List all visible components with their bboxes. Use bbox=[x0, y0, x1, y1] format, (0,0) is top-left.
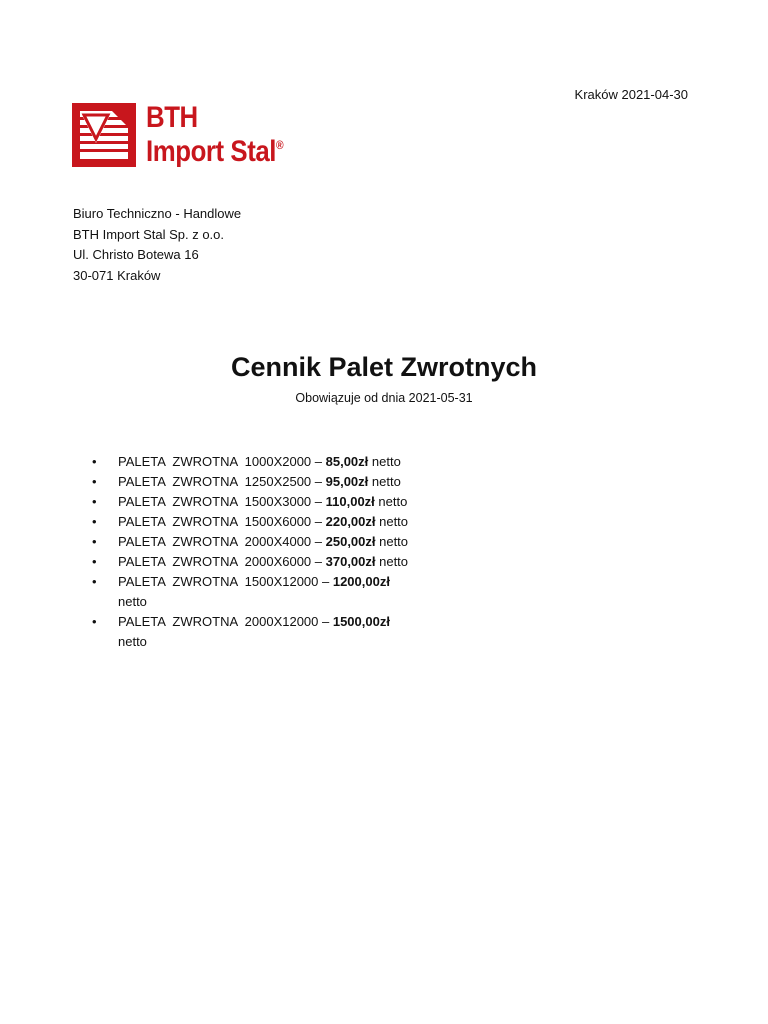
pallet-name: PALETA ZWROTNA 1500X6000 – bbox=[118, 514, 326, 529]
price-suffix: netto bbox=[368, 454, 401, 469]
bullet-icon: • bbox=[92, 514, 97, 529]
pallet-name: PALETA ZWROTNA 1000X2000 – bbox=[118, 454, 326, 469]
pallet-price: 1500,00zł bbox=[332, 614, 390, 629]
document-title: Cennik Palet Zwrotnych bbox=[230, 352, 538, 382]
registered-mark: ® bbox=[276, 138, 284, 152]
pallet-name: PALETA ZWROTNA 1250X2500 – bbox=[118, 474, 326, 489]
list-item bbox=[92, 532, 422, 552]
pallet-price: 110,00zł bbox=[325, 494, 375, 509]
price-suffix: netto bbox=[368, 474, 401, 489]
pallet-name: PALETA ZWROTNA 2000X4000 – bbox=[118, 534, 326, 549]
logo-line-import-stal bbox=[146, 137, 283, 167]
price-suffix: netto bbox=[118, 634, 147, 649]
price-suffix: netto bbox=[375, 554, 409, 569]
list-item bbox=[92, 472, 422, 492]
pallet-name: PALETA ZWROTNA 1500X3000 – bbox=[118, 494, 326, 509]
bullet-icon: • bbox=[92, 474, 97, 489]
pallet-price: 250,00zł bbox=[325, 534, 376, 549]
pallet-name: PALETA ZWROTNA 1500X12000 – bbox=[118, 574, 333, 589]
bth-logo-mark-icon bbox=[72, 103, 136, 167]
list-item bbox=[92, 492, 422, 512]
pallet-price: 370,00zł bbox=[325, 554, 376, 569]
price-suffix: netto bbox=[375, 514, 409, 529]
pallet-price: 95,00zł bbox=[325, 474, 369, 489]
price-suffix: netto bbox=[375, 534, 409, 549]
bullet-icon: • bbox=[92, 454, 97, 469]
address-line: Biuro Techniczno - Handlowe bbox=[73, 206, 242, 221]
bullet-icon: • bbox=[92, 554, 97, 569]
company-logo bbox=[72, 103, 312, 175]
pallet-name: PALETA ZWROTNA 2000X12000 – bbox=[118, 614, 333, 629]
list-item bbox=[92, 452, 422, 472]
bullet-icon: • bbox=[92, 614, 97, 629]
pallet-price: 85,00zł bbox=[325, 454, 369, 469]
pallet-price: 1200,00zł bbox=[332, 574, 390, 589]
address-line: 30-071 Kraków bbox=[73, 267, 161, 283]
price-suffix: netto bbox=[374, 494, 408, 509]
address-line: Ul. Christo Botewa 16 bbox=[73, 247, 199, 262]
document-subtitle: Obowiązuje od dnia 2021-05-31 bbox=[295, 391, 473, 405]
bullet-icon: • bbox=[92, 574, 97, 589]
bullet-icon: • bbox=[92, 534, 97, 549]
list-item bbox=[92, 572, 422, 612]
bullet-icon: • bbox=[92, 494, 97, 509]
pallet-name: PALETA ZWROTNA 2000X6000 – bbox=[118, 554, 326, 569]
list-item bbox=[92, 552, 422, 572]
document-date: Kraków 2021-04-30 bbox=[574, 87, 688, 102]
list-item bbox=[92, 512, 422, 532]
pallet-price: 220,00zł bbox=[325, 514, 376, 529]
list-item bbox=[92, 612, 422, 652]
price-suffix: netto bbox=[118, 594, 147, 609]
logo-line-import-stal-text: Import Stal bbox=[146, 135, 277, 168]
address-line: BTH Import Stal Sp. z o.o. bbox=[73, 226, 224, 242]
logo-line-bth: BTH bbox=[146, 101, 198, 134]
company-address bbox=[73, 204, 241, 286]
price-list bbox=[92, 452, 422, 652]
